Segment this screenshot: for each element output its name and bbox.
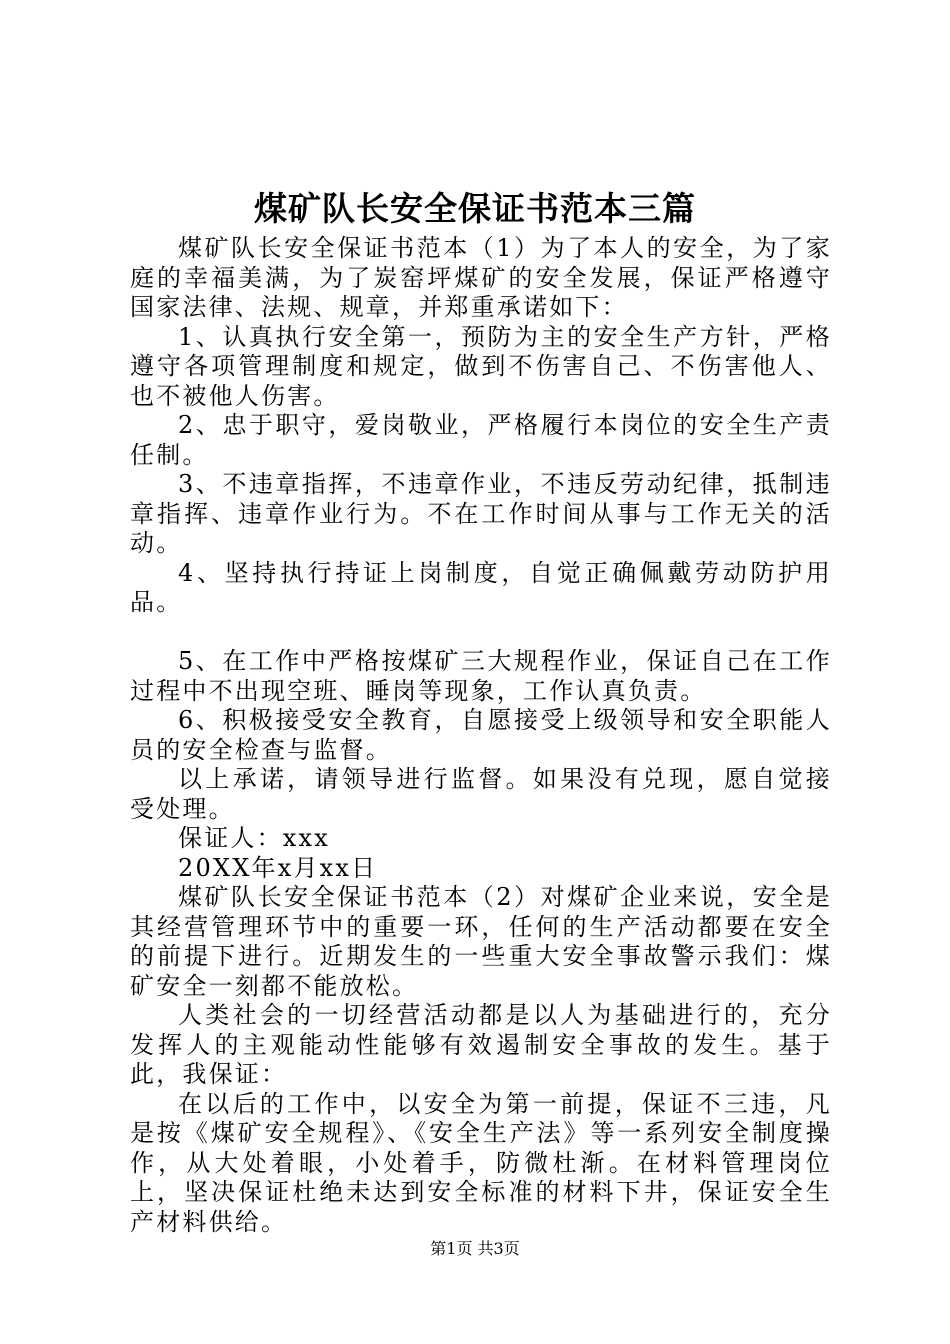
paragraph-item-5: 5、在工作中严格按煤矿三大规程作业，保证自己在工作过程中不出现空班、睡岗等现象，工作认真负责。 — [130, 647, 832, 705]
document-body — [130, 234, 832, 1237]
document-title: 煤矿队长安全保证书范本三篇 — [254, 189, 696, 228]
paragraph-item-1: 1、认真执行安全第一，预防为主的安全生产方针，严格遵守各项管理制度和规定，做到不伤害自己、不伤害他人、也不被他人伤害。 — [130, 322, 832, 410]
paragraph-human-factor: 人类社会的一切经营活动都是以人为基础进行的，充分发挥人的主观能动性能够有效遏制安全事故的发生。基于此，我保证： — [130, 1001, 832, 1088]
paragraph-item-6: 6、积极接受安全教育，自愿接受上级领导和安全职能人员的安全检查与监督。 — [130, 706, 832, 764]
paragraph-intro: 煤矿队长安全保证书范本（1）为了本人的安全，为了家庭的幸福美满，为了炭窑坪煤矿的安全发展，保证严格遵守国家法律、法规、规章，并郑重承诺如下： — [130, 234, 832, 321]
paragraph-date: 20XX年x月xx日 — [178, 853, 378, 882]
paragraph-guarantor: 保证人：xxx — [178, 824, 331, 852]
paragraph-item-4: 4、坚持执行持证上岗制度，自觉正确佩戴劳动防护用品。 — [130, 558, 832, 616]
page-footer: 第1页 共3页 — [430, 1239, 520, 1258]
paragraph-item-3: 3、不违章指挥，不违章作业，不违反劳动纪律，抵制违章指挥、违章作业行为。不在工作时间从事与工作无关的活动。 — [130, 470, 832, 557]
paragraph-item-2: 2、忠于职守，爱岗敬业，严格履行本岗位的安全生产责任制。 — [130, 411, 832, 469]
paragraph-sample-2: 煤矿队长安全保证书范本（2）对煤矿企业来说，安全是其经营管理环节中的重要一环，任何的生产活动都要在安全的前提下进行。近期发生的一些重大安全事故警示我们：煤矿安全一刻都不能放松。 — [130, 883, 832, 1000]
paragraph-pledge: 在以后的工作中，以安全为第一前提，保证不三违，凡是按《煤矿安全规程》、《安全生产法》等一系列安全制度操作，从大处着眼，小处着手，防微杜渐。在材料管理岗位上，坚决保证杜绝未达到安全标准的材料下井，保证安全生产材料供给。 — [130, 1089, 832, 1236]
paragraph-commitment: 以上承诺，请领导进行监督。如果没有兑现，愿自觉接受处理。 — [130, 765, 832, 823]
